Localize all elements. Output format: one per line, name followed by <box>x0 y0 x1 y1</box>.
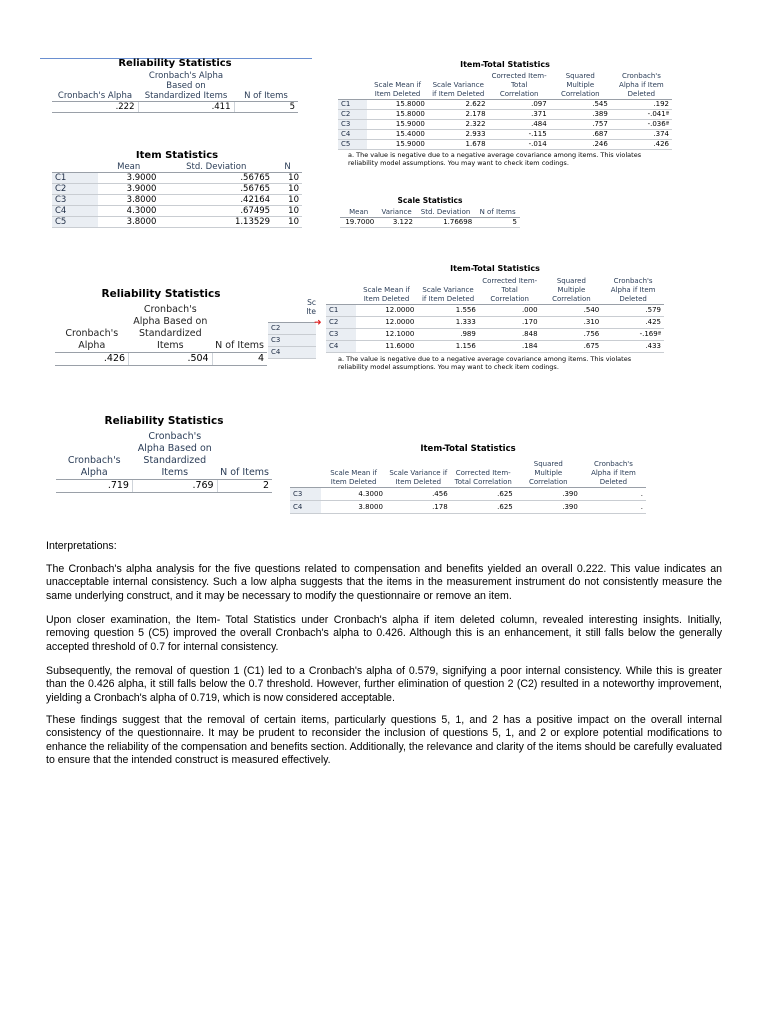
reliability-title-3: Reliability Statistics <box>104 415 224 427</box>
table-row: C4 3.8000 .178 .625 .390 . <box>290 501 646 514</box>
paragraph-3: Subsequently, the removal of question 1 (C1) led to a Cronbach's alpha of 0.579, signifying a poor internal consistency. While this is greater than the 0.426 alpha, it still falls below the 0.7 threshold. However, further elimination of question 2 (C2) resulted in a noteworthy improvement, yielding a Cronbach's alpha of 0.719, which is now considered acceptable. <box>46 665 722 704</box>
table-row: C5 15.9000 1.678 -.014 .246 .426 <box>338 140 672 150</box>
table-row: C2 15.8000 2.178 .371 .389 -.041ª <box>338 110 672 120</box>
table-row: C2 3.9000 .56765 10 <box>52 184 302 195</box>
table-row: C3 4.3000 .456 .625 .390 . <box>290 488 646 501</box>
alpha-value: .426 <box>55 353 129 366</box>
paragraph-2: Upon closer examination, the Item- Total Statistics under Cronbach's alpha if item deleted column, revealed interesting insights. Initially, removing question 5 (C5) improved the overall Cronbach's alpha to 0.426. Although this is an enhancement, it still falls below the generally accepted threshold of 0.7 for internal consistency. <box>46 614 722 653</box>
paragraph-4: These findings suggest that the removal of certain items, particularly questions 5, 1, and 2 has a positive impact on the overall internal consistency of the questionnaire. It may be prudent to reconsider the inclusion of questions 5, 1, and 2 or explore potential modifications to enhance the reliability of the compensation and benefits section. Additionally, the relevance and clarity of the items should be carefully evaluated to ensure that the intended construct is measured effectively. <box>46 714 722 767</box>
partial-table-fragment: Sc Ite C2 C3 C4 <box>268 298 316 359</box>
alpha-value: .222 <box>52 102 138 113</box>
item-statistics-title: Item Statistics <box>135 150 219 161</box>
reliability-title-1: Reliability Statistics <box>118 58 232 69</box>
std-alpha-value: .411 <box>138 102 234 113</box>
n-items-value: 4 <box>212 353 267 366</box>
reliability-statistics-1 <box>52 58 298 113</box>
interpretations-heading: Interpretations: <box>46 540 117 552</box>
table-row: C2 12.0000 1.333 .170 .310 .425 <box>326 317 664 329</box>
header-mean: Mean <box>117 162 141 172</box>
item-total-title-1: Item-Total Statistics <box>460 60 550 69</box>
scale-statistics-title: Scale Statistics <box>397 196 463 205</box>
table-row: C4 4.3000 .67495 10 <box>52 206 302 217</box>
reliability-statistics-3: Reliability Statistics Cronbach's Alpha Cronbach's Alpha Based on Standardized Items N of Items .719 .769 2 <box>56 415 272 493</box>
n-items-value: 2 <box>217 480 272 493</box>
scale-statistics: Scale Statistics Mean Variance Std. Deviation N of Items 19.7000 3.122 1.76698 5 <box>340 196 520 228</box>
item-statistics <box>52 150 302 228</box>
reliability-title-2: Reliability Statistics <box>101 288 221 300</box>
n-items-value: 5 <box>234 102 298 113</box>
table-row: C3 3.8000 .42164 10 <box>52 195 302 206</box>
footnote-2: a. The value is negative due to a negative average covariance among items. This violates reliability model assumptions. You may want to check item codings. <box>338 355 632 371</box>
item-total-title-3: Item-Total Statistics <box>420 444 516 454</box>
table-row: C3 12.1000 .989 .848 .756 -.169ª <box>326 329 664 341</box>
table-row: C3 15.9000 2.322 .484 .757 -.036ª <box>338 120 672 130</box>
table-row: C1 12.0000 1.556 .000 .540 .579 <box>326 305 664 317</box>
std-alpha-value: .769 <box>132 480 217 493</box>
item-total-statistics-2: Item-Total Statistics Scale Mean if Item Deleted Scale Variance if Item Deleted Corrected Item-Total Correlation Squared Multiple Correlation Cronbach's Alpha if Item Deleted C1 12.0000 1.556 .000 .540 .579 C2 12.0000 1.333 .170 .310 .425 C3 12.1000 .989 .848 .756 -.169ª C4 11.6000 1.156 .184 .675 .433 a. The value is negative due to a negative average covariance among items. This violates reliability model assumptions. You may want to check item codings. <box>326 264 664 371</box>
item-total-statistics-3: Item-Total Statistics Scale Mean if Item Deleted Scale Variance if Item Deleted Corrected Item-Total Correlation Squared Multiple Correlation Cronbach's Alpha if Item Deleted C3 4.3000 .456 .625 .390 . C4 3.8000 .178 .625 .390 . <box>290 444 646 514</box>
paragraph-1: The Cronbach's alpha analysis for the five questions related to compensation and benefits yielded an overall 0.222. This value indicates an unacceptable internal consistency. Such a low alpha suggests that the items in the measurement instrument do not consistently measure the same underlying construct, and it may be necessary to modify the questionnaire or remove an item. <box>46 563 722 602</box>
header-n-items: N of Items <box>244 91 288 101</box>
item-total-title-2: Item-Total Statistics <box>450 264 540 273</box>
table-row: 19.7000 3.122 1.76698 5 <box>340 218 520 228</box>
alpha-value: .719 <box>56 480 132 493</box>
header-alpha: Cronbach's Alpha <box>57 91 133 101</box>
std-alpha-value: .504 <box>129 353 213 366</box>
table-row: C1 3.9000 .56765 10 <box>52 173 302 184</box>
reliability-statistics-2: Reliability Statistics Cronbach's Alpha Cronbach's Alpha Based on Standardized Items N of Items .426 .504 4 <box>55 288 267 366</box>
header-sd: Std. Deviation <box>186 162 247 172</box>
table-row: C4 15.4000 2.933 -.115 .687 .374 <box>338 130 672 140</box>
table-row: C1 15.8000 2.622 .097 .545 .192 <box>338 100 672 110</box>
table-row: C5 3.8000 1.13529 10 <box>52 217 302 228</box>
footnote-1: a. The value is negative due to a negative average covariance among items. This violates reliability model assumptions. You may want to check item codings. <box>348 151 642 167</box>
item-total-statistics-1: Item-Total Statistics Scale Mean if Item Deleted Scale Variance if Item Deleted Corrected Item-Total Correlation Squared Multiple Correlation Cronbach's Alpha if Item Deleted C1 15.8000 2.622 .097 .545 .192 C2 15.8000 2.178 .371 .389 -.041ª C3 15.9000 2.322 .484 .757 -.036ª C4 15.4000 2.933 -.115 .687 .374 C5 15.9000 1.678 -.014 .246 .426 a. The value is negative due to a negative average covariance among items. This violates reliability model assumptions. You may want to check item codings. <box>338 60 672 167</box>
arrow-icon: ➜ <box>314 317 322 327</box>
header-std-alpha: Cronbach's Alpha Based on Standardized Items <box>144 71 228 101</box>
header-n: N <box>284 162 291 172</box>
table-row: C4 11.6000 1.156 .184 .675 .433 <box>326 341 664 353</box>
